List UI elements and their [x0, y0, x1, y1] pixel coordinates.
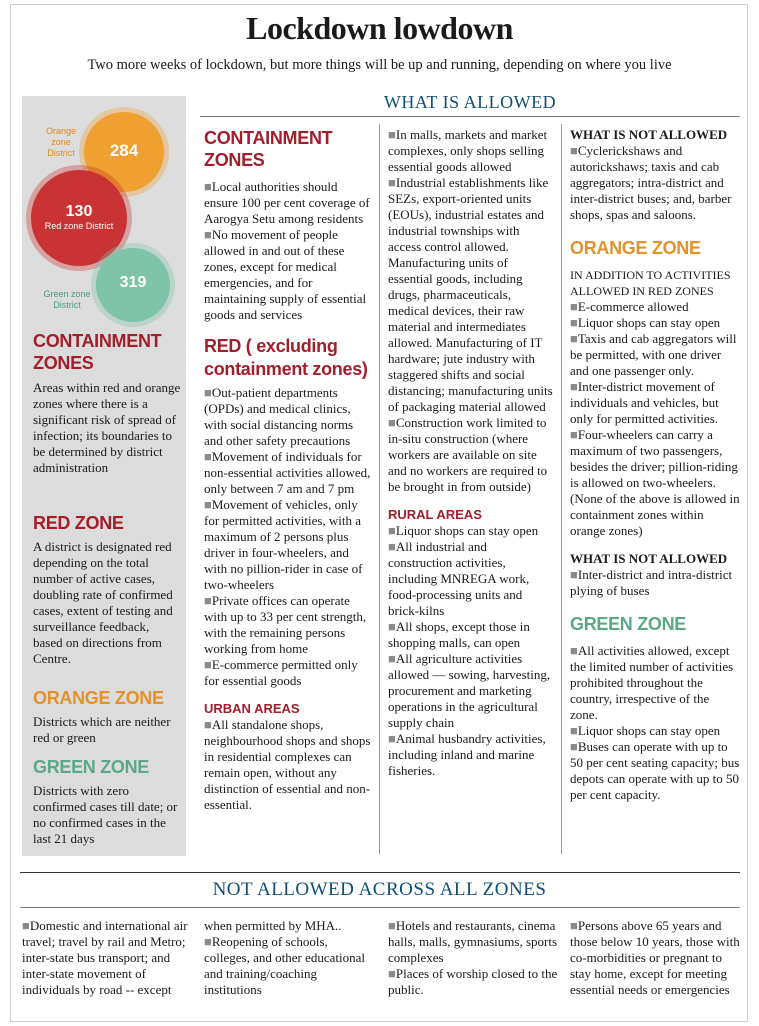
col2-head-rural: RURAL AREAS	[388, 507, 482, 522]
list-item: ■In malls, markets and market complexes, only shops selling essential goods allowed	[388, 127, 548, 174]
list-item: ■Liquor shops can stay open	[570, 315, 721, 330]
col1-head-urban: URBAN AREAS	[204, 701, 300, 716]
list-item: ■Private offices can operate with up to 33 per cent strength, with the remaining persons working from home	[204, 593, 367, 656]
list-item: ■Four-wheelers can carry a maximum of two passengers, besides the driver; pillion-riding is allowed on two-wheelers. (None of the above is allowed in containment zones within orange zones)	[570, 427, 740, 538]
orange-label: Orange zone District	[45, 126, 77, 158]
col3-not-allowed-head: WHAT IS NOT ALLOWED	[570, 127, 728, 142]
red-virus-icon	[31, 170, 127, 266]
list-item: ■Buses can operate with up to 50 per cent seating capacity; bus depots can operate with up to 50 per cent capacity.	[570, 739, 740, 802]
column-2	[388, 127, 554, 779]
green-virus-icon	[96, 248, 170, 322]
column-3	[570, 127, 740, 803]
col1-head-red: RED ( excluding containment zones)	[204, 336, 368, 379]
list-item: when permitted by MHA..	[204, 918, 342, 933]
list-item: ■Out-patient departments (OPDs) and medical clinics, with social distancing norms and other safety precautions	[204, 385, 354, 448]
list-item: Manufacturing units of essential goods, including drugs, pharmaceuticals, medical devices, their raw material and intermediates allowed. Manufacturing of IT hardware; jute industry with staggered shifts and social distancing; manufacturing units of packaging material allowed	[388, 255, 553, 414]
page-subtitle: Two more weeks of lockdown, but more things will be up and running, depending on where you live	[87, 57, 672, 73]
list-item: ■Movement of vehicles, only for permitted activities, with a maximum of 2 persons plus driver in four-wheelers, and with no pillion-rider in case of two-wheelers	[204, 497, 363, 592]
green-count: 319	[119, 274, 147, 291]
list-item: ■Taxis and cab aggregators will be permitted, with one driver and one passenger only.	[570, 331, 737, 378]
sidebar-orange-head: ORANGE ZONE	[33, 688, 164, 708]
sidebar-red-text: A district is designated red depending on the total number of active cases, doubling rate of confirmed cases, extent of testing and surveillance feedback, based on directions from Centre.	[33, 539, 173, 666]
list-item: ■Local authorities should ensure 100 per cent coverage of Aarogya Setu among residents	[204, 179, 370, 226]
bottom-col-4	[570, 918, 740, 998]
bottom-col-3	[388, 918, 558, 998]
list-item: ■Liquor shops can stay open	[570, 723, 721, 738]
sidebar-orange-text: Districts which are neither red or green	[33, 714, 171, 745]
list-item: ■Cyclerickshaws and autorickshaws; taxis and cab aggregators; intra-district and inter-district buses; and, barber shops, spas and saloons.	[570, 143, 732, 222]
sidebar-containment-head: CONTAINMENT ZONES	[33, 331, 162, 373]
list-item: ■Persons above 65 years and those below 10 years, those with co-morbidities or pregnant to stay home, except for meeting essential needs or emergencies	[570, 918, 740, 997]
allowed-title: WHAT IS ALLOWED	[383, 92, 557, 112]
sidebar-orange	[33, 687, 181, 746]
list-item: ■Hotels and restaurants, cinema halls, malls, gymnasiums, sports complexes	[388, 918, 557, 965]
col3-head-orange: ORANGE ZONE	[570, 238, 701, 258]
sidebar-green	[33, 756, 181, 847]
col3-head-green: GREEN ZONE	[570, 614, 687, 634]
list-item: ■All agriculture activities allowed — sowing, harvesting, procurement and marketing operations in the agricultural supply chain	[388, 651, 551, 730]
list-item: ■E-commerce permitted only for essential goods	[204, 657, 358, 688]
column-divider	[379, 124, 380, 854]
list-item: ■Liquor shops can stay open	[388, 523, 539, 538]
list-item: ■Construction work limited to in-situ construction (where workers are available on site and no workers are required to be brought in from outside)	[388, 415, 548, 494]
red-label: Red zone District	[44, 221, 114, 231]
sidebar-containment-text: Areas within red and orange zones where there is a significant risk of spread of infection; its boundaries to be determined by district administration	[33, 380, 181, 475]
list-item: ■Reopening of schools, colleges, and other educational and training/coaching institutions	[204, 934, 365, 997]
column-divider	[561, 124, 562, 854]
list-item: ■Places of worship closed to the public.	[388, 966, 558, 997]
list-item: ■Inter-district and intra-district plying of buses	[570, 567, 733, 598]
sidebar-containment	[33, 330, 181, 476]
page-title: Lockdown lowdown	[246, 10, 513, 46]
list-item: ■All shops, except those in shopping malls, can open	[388, 619, 530, 650]
bottom-col-1	[22, 918, 194, 998]
list-item: ■Industrial establishments like SEZs, export-oriented units (EOUs), industrial estates and industrial townships with access control allowed.	[388, 175, 549, 254]
col3-not-allowed-head-2: WHAT IS NOT ALLOWED	[570, 551, 728, 566]
list-item: ■Inter-district movement of individuals and vehicles, but only for permitted activities.	[570, 379, 719, 426]
sidebar-red-head: RED ZONE	[33, 513, 124, 533]
green-label: Green zone District	[43, 289, 91, 310]
bottom-col-2	[204, 918, 376, 998]
orange-count: 284	[109, 141, 139, 160]
list-item: ■Animal husbandry activities, including inland and marine fisheries.	[388, 731, 546, 778]
sidebar-red	[33, 512, 181, 667]
list-item: ■E-commerce allowed	[570, 299, 689, 314]
list-item: ■All activities allowed, except the limited number of activities prohibited throughout the country, irrespective of the zone.	[570, 643, 734, 722]
allowed-rule	[200, 116, 740, 117]
red-count: 130	[65, 203, 93, 220]
column-1	[204, 127, 372, 813]
list-item: ■No movement of people allowed in and out of these zones, except for medical emergencies, and for maintaining supply of essential goods and services	[204, 227, 367, 322]
list-item: ■All industrial and construction activities, including MNREGA work, food-processing units and brick-kilns	[388, 539, 530, 618]
col1-head-containment: CONTAINMENT ZONES	[204, 128, 333, 170]
bottom-rule-top	[20, 872, 740, 873]
sidebar-green-head: GREEN ZONE	[33, 757, 150, 777]
list-item: ■All standalone shops, neighbourhood shops and shops in residential complexes can remain open, without any distinction of essential and non-essential.	[204, 717, 371, 812]
sidebar-green-text: Districts with zero confirmed cases till date; or no confirmed cases in the last 21 days	[33, 783, 178, 846]
list-item: ■Domestic and international air travel; travel by rail and Metro; inter-state bus transport; and inter-state movement of individuals by road -- except	[22, 918, 188, 997]
list-item: ■Movement of individuals for non-essential activities allowed, only between 7 am and 7 pm	[204, 449, 371, 496]
bottom-title: NOT ALLOWED ACROSS ALL ZONES	[212, 879, 547, 900]
col3-orange-intro: IN ADDITION TO ACTIVITIES ALLOWED IN RED ZONES	[570, 268, 731, 298]
bottom-rule	[20, 907, 740, 908]
